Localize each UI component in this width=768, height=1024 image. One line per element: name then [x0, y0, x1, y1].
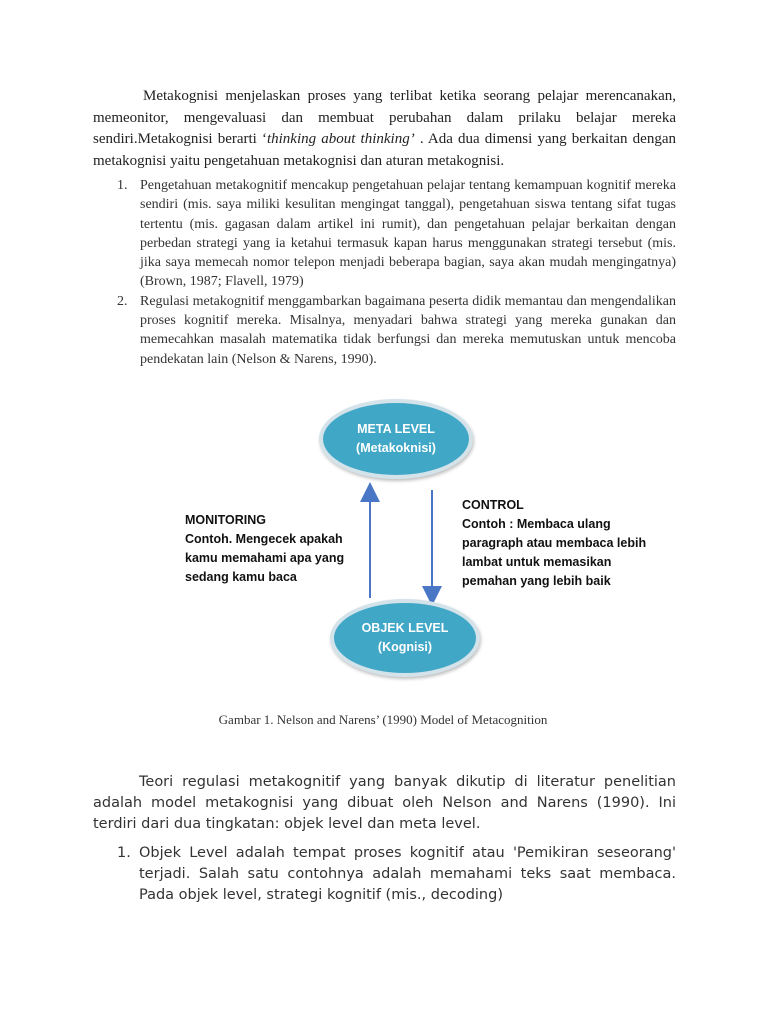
- figure-caption: Gambar 1. Nelson and Narens’ (1990) Model of Metacognition: [218, 712, 548, 727]
- intro-text-start: Metakognisi menjelaskan proses yang terlibat ketika seorang pelajar merencanakan, memeonitor, mengevaluasi dan membuat perubahan dalam prilaku belajar mereka sendiri.Metakognisi berarti ‘: [93, 88, 676, 147]
- objek-level-subtitle: (Kognisi): [377, 640, 433, 654]
- control-line: pemahan yang lebih baik: [462, 574, 611, 588]
- list-number: 2.: [117, 293, 128, 309]
- monitoring-line: Contoh. Mengecek apakah: [185, 532, 343, 546]
- intro-text-end: . Ada dua dimensi yang berkaitan dengan metakognisi yaitu pengetahuan metakognisi dan aturan metakognisi.: [93, 131, 676, 169]
- list-item-text: Regulasi metakognitif menggambarkan bagaimana peserta didik memantau dan mengendalikan proses kognitif mereka. Misalnya, menyadari bahwa strategi yang mereka gunakan dan memecahkan masalah matematika tidak berfungsi dan mereka memutuskan untuk mencoba pendekatan lain (Nelson & Narens, 1990).: [140, 293, 676, 367]
- list-number: 1.: [117, 845, 131, 861]
- list-number: 1.: [117, 178, 128, 193]
- metacognition-model-diagram: [0, 390, 768, 690]
- control-title: CONTROL: [462, 498, 524, 512]
- list-item-text: Pengetahuan metakognitif mencakup pengetahuan pelajar tentang kemampuan kognitif mereka sendiri (mis. saya miliki kesulitan mengingat tanggal), pengetahuan siswa tentang sifat tugas tertentu (mis. gagasan dalam artikel ini rumit), dan pengetahuan pelajar berkaitan dengan perbedan strategi yang ia ketahui termasuk kapan harus menggunakan strategi tersebut (mis. jika saya memecah nomor telepon menjadi beberapa bagian, saya akan mudah mengingatnya) (Brown, 1987; Flavell, 1979): [140, 178, 676, 290]
- monitoring-line: sedang kamu baca: [185, 570, 297, 584]
- intro-italic-phrase: thinking about thinking’: [266, 131, 415, 147]
- meta-level-node: [319, 399, 473, 479]
- list-item: [93, 292, 676, 369]
- control-line: Contoh : Membaca ulang: [462, 517, 611, 531]
- control-line: paragraph atau membaca lebih: [462, 536, 647, 550]
- intro-paragraph: [93, 86, 676, 172]
- control-label: [462, 496, 662, 591]
- objek-level-title: OBJEK LEVEL: [361, 621, 449, 635]
- control-line: lambat untuk memasikan: [462, 555, 612, 569]
- monitoring-label: [185, 511, 385, 587]
- objek-level-node: [330, 599, 480, 677]
- theory-paragraph: Teori regulasi metakognitif yang banyak dikutip di literatur penelitian adalah model metakognisi yang dibuat oleh Nelson and Narens (1990). Ini terdiri dari dua tingkatan: objek level dan meta level.: [93, 774, 676, 832]
- list-item-text: Objek Level adalah tempat proses kognitif atau 'Pemikiran seseorang' terjadi. Salah satu contohnya adalah memahami teks saat membaca. Pada objek level, strategi kognitif (mis., decoding): [139, 845, 676, 903]
- monitoring-line: kamu memahami apa yang: [185, 551, 345, 565]
- list-item: [93, 843, 676, 906]
- list-item: [93, 176, 676, 292]
- levels-list: [93, 843, 676, 906]
- meta-level-subtitle: (Metakoknisi): [356, 441, 436, 455]
- monitoring-title: MONITORING: [185, 513, 267, 527]
- meta-level-title: META LEVEL: [357, 422, 435, 436]
- metacognition-dimensions-list: [93, 176, 676, 369]
